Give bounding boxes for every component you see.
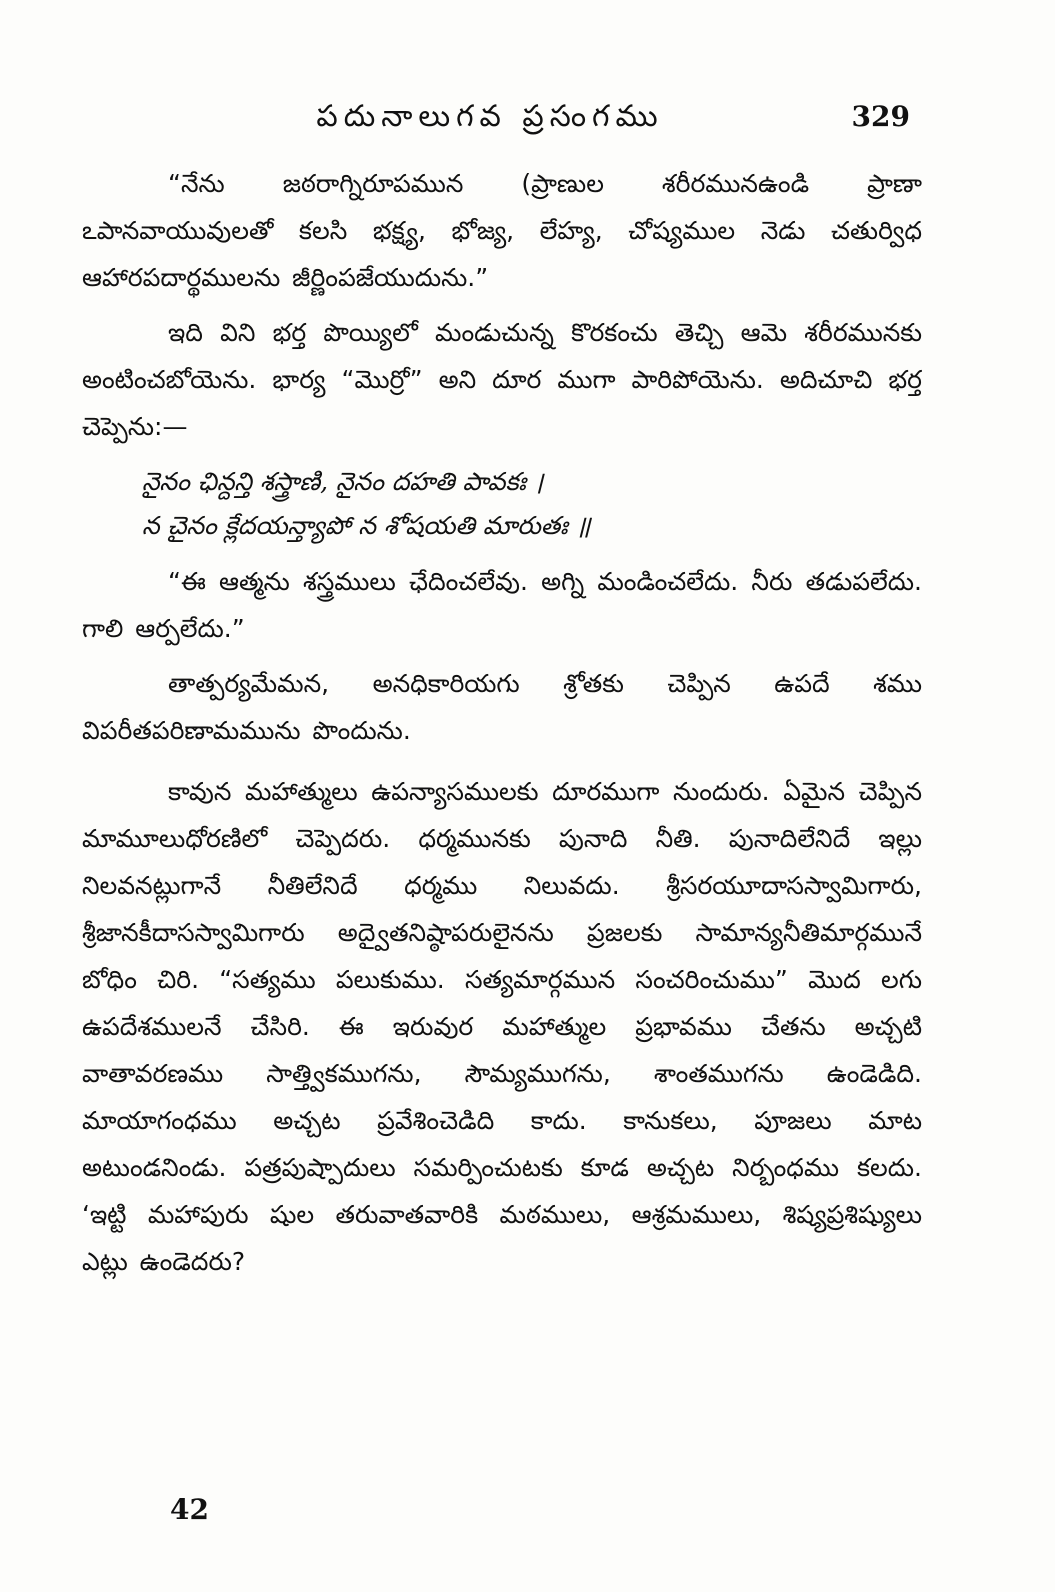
paragraph-meaning-summary: తాత్పర్యమేమన, అనధికారియగు శ్రోతకు చెప్పిన ఉపదే శము విపరీతపరిణామమును పొందును. bbox=[82, 669, 922, 745]
folio-number: 329 bbox=[851, 100, 910, 133]
page-number: 42 bbox=[170, 1493, 209, 1526]
body-text bbox=[82, 160, 922, 1293]
sanskrit-verse bbox=[82, 460, 922, 548]
paragraph-husband-wife: ఇది విని భర్త పొయ్యిలో మండుచున్న కొరకంచు తెచ్చి ఆమె శరీరమునకు అంటించబోయెను. భార్య “మొర్రో” అని దూర ముగా పారిపోయెను. అదిచూచి భర్త చెప్పెను:— bbox=[82, 318, 922, 441]
verse-line-1: నైనం ఛిన్దన్తి శస్త్రాణి, నైనం దహతి పావకః । bbox=[142, 467, 544, 496]
paragraph-digestion-quote: “నేను జఠరాగ్నిరూపమున (ప్రాణుల శరీరమునఉండి ప్రాణా ఽపానవాయువులతో కలసి భక్ష్య, భోజ్య, లేహ్య, చోష్యముల నెడు చతుర్విధ ఆహారపదార్థములను జీర్ణింపజేయుదును.” bbox=[82, 169, 922, 292]
paragraph-verse-meaning: “ఈ ఆత్మను శస్త్రములు ఛేదించలేవు. అగ్ని మండించలేదు. నీరు తడుపలేదు. గాలి ఆర్పలేదు.” bbox=[82, 567, 922, 643]
paragraph-mahatmas: కావున మహాత్ములు ఉపన్యాసములకు దూరముగా నుందురు. ఏమైన చెప్పిన మామూలుధోరణిలో చెప్పెదరు. ధర్మమునకు పునాది నీతి. పునాదిలేనిదే ఇల్లు నిలవనట్లుగానే నీతిలేనిదే ధర్మము నిలువదు. శ్రీసరయూదాసస్వామిగారు, శ్రీజానకీదాసస్వామిగారు అద్వైతనిష్ఠాపరులైనను ప్రజలకు సామాన్యనీతిమార్గమునే బోధిం చిరి. “సత్యము పలుకుము. సత్యమార్గమున సంచరించుము” మొద లగు ఉపదేశములనే చేసిరి. ఈ ఇరువుర మహాత్ముల ప్రభావము చేతను అచ్చటి వాతావరణము సాత్త్వికముగను, సౌమ్యముగను, శాంతముగను ఉండెడిది. మాయాగంధము అచ్చట ప్రవేశించెడిది కాదు. కానుకలు, పూజలు మాట అటుండనిండు. పత్రపుష్పాదులు సమర్పించుటకు కూడ అచ్చట నిర్బంధము కలదు. ‘ఇట్టి మహాపురు షుల తరువాతవారికి మఠములు, ఆశ్రమములు, శిష్యప్రశిష్యులు ఎట్లు ఉండెదరు? bbox=[82, 777, 922, 1276]
running-header bbox=[80, 92, 920, 142]
verse-line-2: న చైనం క్లేదయన్త్యాపో న శోషయతి మారుతః ॥ bbox=[142, 511, 591, 540]
running-title: పదునాలుగవ ప్రసంగము bbox=[316, 99, 664, 134]
